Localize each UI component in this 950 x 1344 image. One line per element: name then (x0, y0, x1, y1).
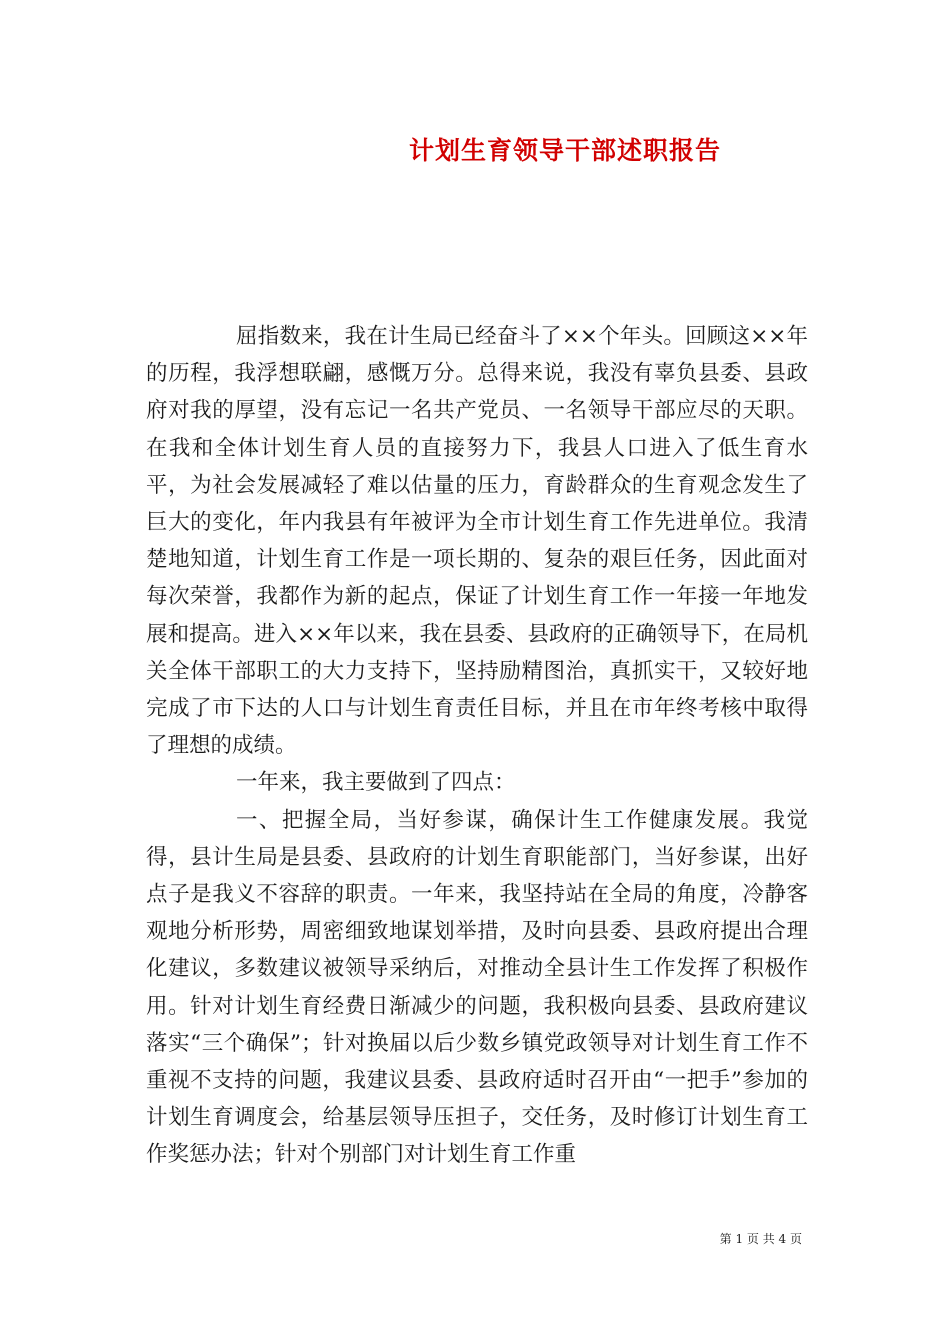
paragraph-intro: 屈指数来，我在计生局已经奋斗了××个年头。回顾这××年的历程，我浮想联翩，感慨万分。总得来说，我没有辜负县委、县政府对我的厚望，没有忘记一名共产党员、一名领导干部应尽的天职。在我和全体计划生育人员的直接努力下，我县人口进入了低生育水平，为社会发展减轻了难以估量的压力，育龄群众的生育观念发生了巨大的变化，年内我县有年被评为全市计划生育工作先进单位。我清楚地知道，计划生育工作是一项长期的、复杂的艰巨任务，因此面对每次荣誉，我都作为新的起点，保证了计划生育工作一年接一年地发展和提高。进入××年以来，我在县委、县政府的正确领导下，在局机关全体干部职工的大力支持下，坚持励精图治，真抓实干，又较好地完成了市下达的人口与计划生育责任目标，并且在市年终考核中取得了理想的成绩。 (146, 324, 808, 759)
document-body (146, 318, 808, 1174)
document-title: 计划生育领导干部述职报告 (408, 136, 721, 165)
paragraph-summary: 一年来，我主要做到了四点： (236, 770, 516, 796)
page-number: 第 1 页 共 4 页 (719, 1232, 802, 1246)
paragraph-point-one: 一、把握全局，当好参谋，确保计生工作健康发展。我觉得，县计生局是县委、县政府的计划生育职能部门，当好参谋，出好点子是我义不容辞的职责。一年来，我坚持站在全局的角度，冷静客观地分析形势，周密细致地谋划举措，及时向县委、县政府提出合理化建议，多数建议被领导采纳后，对推动全县计生工作发挥了积极作用。针对计划生育经费日渐减少的问题，我积极向县委、县政府建议落实“三个确保”；针对换届以后少数乡镇党政领导对计划生育工作不重视不支持的问题，我建议县委、县政府适时召开由“一把手”参加的计划生育调度会，给基层领导压担子，交任务，及时修订计划生育工作奖惩办法；针对个别部门对计划生育工作重 (146, 807, 808, 1168)
